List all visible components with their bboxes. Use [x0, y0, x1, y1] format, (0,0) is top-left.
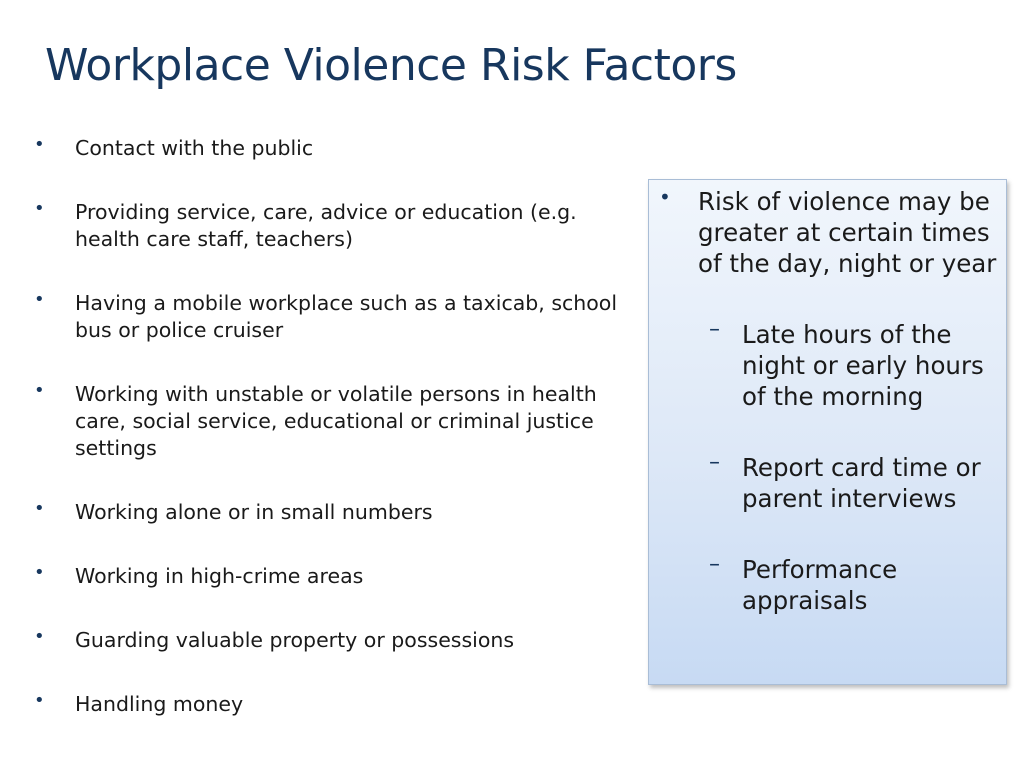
bullet-icon: •: [34, 380, 45, 401]
list-item-text: Having a mobile workplace such as a taxicab, school bus or police cruiser: [75, 291, 618, 342]
list-item: [0, 199, 640, 253]
bullet-icon: •: [659, 185, 671, 209]
callout-main-text: Risk of violence may be greater at certain times of the day, night or year: [698, 187, 997, 278]
bullet-icon: •: [34, 562, 45, 583]
callout-sub-text: Late hours of the night or early hours of the morning: [742, 320, 984, 411]
list-item: [0, 290, 640, 344]
callout-sub-text: Report card time or parent interviews: [742, 453, 981, 513]
callout-sub-text: Performance appraisals: [742, 555, 898, 615]
bullet-icon: •: [34, 289, 45, 310]
bullet-icon: •: [34, 198, 45, 219]
list-item-text: Working with unstable or volatile persons in health care, social service, educational or criminal justice settings: [75, 382, 597, 460]
time-risk-callout-box: [648, 179, 1007, 685]
list-item: [0, 627, 640, 654]
slide-title: Workplace Violence Risk Factors: [45, 40, 737, 91]
list-item: [0, 563, 640, 590]
dash-icon: –: [709, 317, 720, 342]
list-item: [0, 381, 640, 462]
callout-sub-point: [649, 452, 1006, 514]
list-item: [0, 135, 640, 162]
list-item-text: Working alone or in small numbers: [75, 500, 433, 524]
list-item-text: Handling money: [75, 692, 244, 716]
list-item-text: Guarding valuable property or possessions: [75, 628, 515, 652]
bullet-icon: •: [34, 134, 45, 155]
list-item: [0, 691, 640, 718]
dash-icon: –: [709, 450, 720, 475]
list-item-text: Providing service, care, advice or education (e.g. health care staff, teachers): [75, 200, 577, 251]
bullet-icon: •: [34, 690, 45, 711]
dash-icon: –: [709, 552, 720, 577]
bullet-icon: •: [34, 498, 45, 519]
callout-sub-point: [649, 319, 1006, 412]
list-item-text: Working in high-crime areas: [75, 564, 364, 588]
list-item: [0, 499, 640, 526]
list-item-text: Contact with the public: [75, 136, 314, 160]
callout-sub-point: [649, 554, 1006, 616]
bullet-icon: •: [34, 626, 45, 647]
callout-main-point: [649, 186, 1006, 279]
